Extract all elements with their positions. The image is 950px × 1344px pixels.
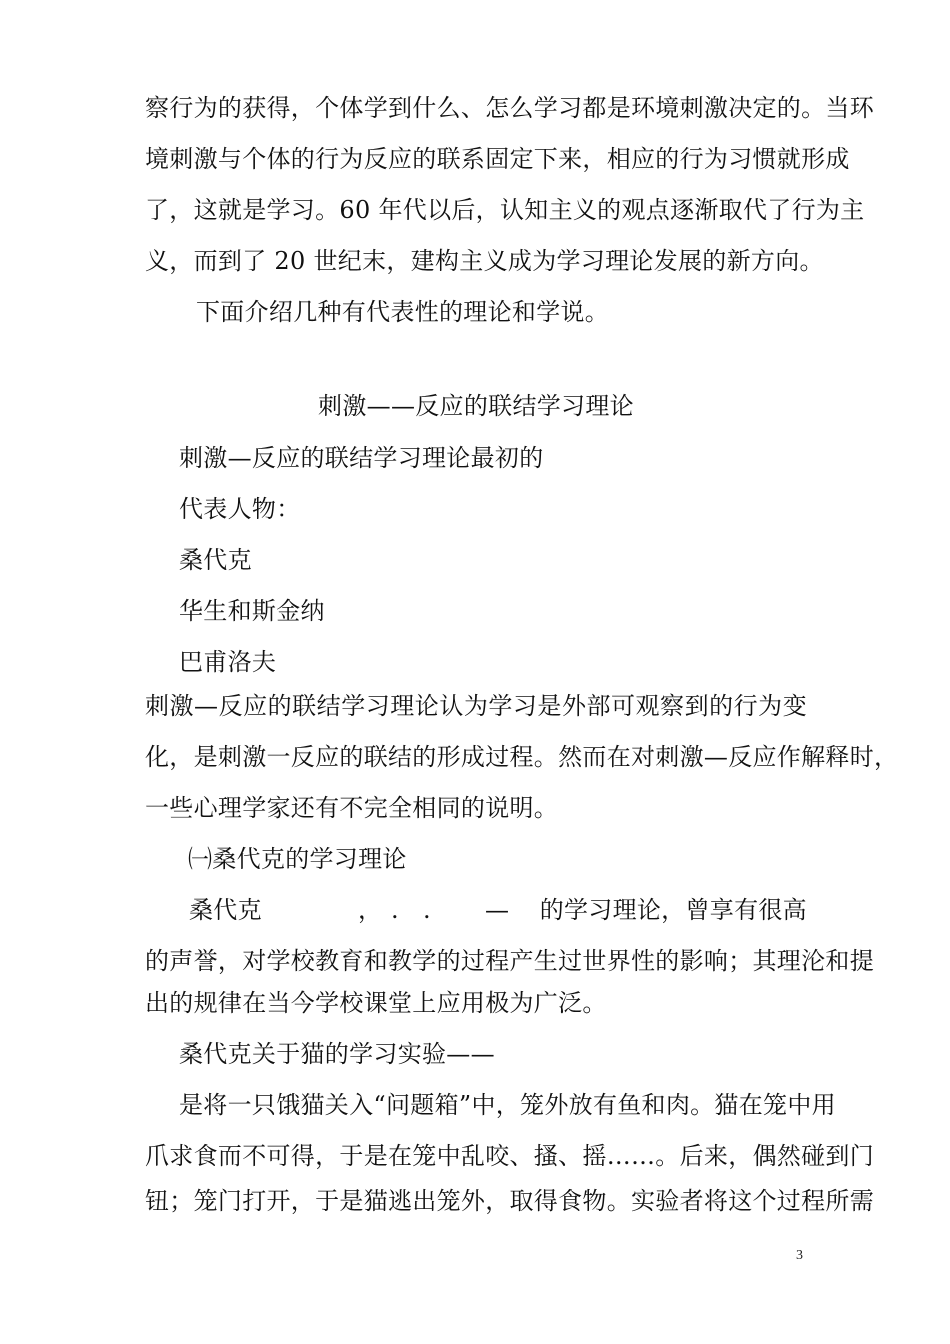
thorndike-line-2: 的声誉，对学校教育和教学的过程产生过世界性的影响；其理沦和提 [145, 947, 874, 975]
transition-text: 下面介绍几种有代表性的理论和学说。 [196, 298, 610, 326]
representative-name: 桑代克 [179, 546, 252, 574]
punctuation-dot: . [391, 896, 399, 924]
representatives-intro: 刺激—反应的联结学习理论最初的 [179, 444, 544, 472]
section-title: 刺激——反应的联结学习理论 [318, 392, 634, 420]
subsection-title: ㈠桑代克的学习理论 [188, 845, 407, 873]
definition-line-3: 一些心理学家还有不完全相同的说明。 [145, 794, 559, 822]
experiment-line-2: 爪求食而不可得，于是在笼中乱咬、搔、摇……。后来，偶然碰到门 [145, 1142, 874, 1170]
representatives-label: 代表人物： [179, 495, 301, 523]
intro-line-1: 察行为的获得，个体学到什么、怎么学习都是环境刺激决定的。当环 [145, 94, 874, 122]
definition-line-2: 化，是刺激一反应的联结的形成过程。然而在对刺激—反应作解释时， [145, 743, 899, 771]
thorndike-first-line [145, 893, 807, 927]
punctuation-dot: . [423, 896, 431, 924]
intro-line-2: 境刺激与个体的行为反应的联系固定下来，相应的行为习惯就形成 [145, 145, 850, 173]
intro-line-3: 了，这就是学习。60 年代以后，认知主义的观点逐渐取代了行为主 [145, 196, 865, 224]
thorndike-name: 桑代克 [189, 896, 262, 924]
punctuation-comma: ， [358, 896, 383, 924]
representative-name: 巴甫洛夫 [179, 648, 277, 676]
definition-line-1: 刺激—反应的联结学习理论认为学习是外部可观察到的行为变 [145, 692, 807, 720]
experiment-line-1: 是将一只饿猫关入“问题箱”中，笼外放有鱼和肉。猫在笼中用 [179, 1091, 836, 1119]
representative-name: 华生和斯金纳 [179, 597, 325, 625]
thorndike-line-tail: 的学习理论，曾享有很高 [539, 896, 807, 924]
experiment-title: 桑代克关于猫的学习实验—— [179, 1040, 495, 1068]
intro-line-4: 义，而到了 20 世纪末，建构主义成为学习理论发展的新方向。 [145, 247, 824, 275]
thorndike-line-3: 出的规律在当今学校课堂上应用极为广泛。 [145, 989, 607, 1017]
page-number: 3 [796, 1248, 803, 1263]
punctuation-dash: — [485, 896, 510, 924]
experiment-line-3: 钮；笼门打开，于是猫逃出笼外，取得食物。实验者将这个过程所需 [145, 1187, 874, 1215]
